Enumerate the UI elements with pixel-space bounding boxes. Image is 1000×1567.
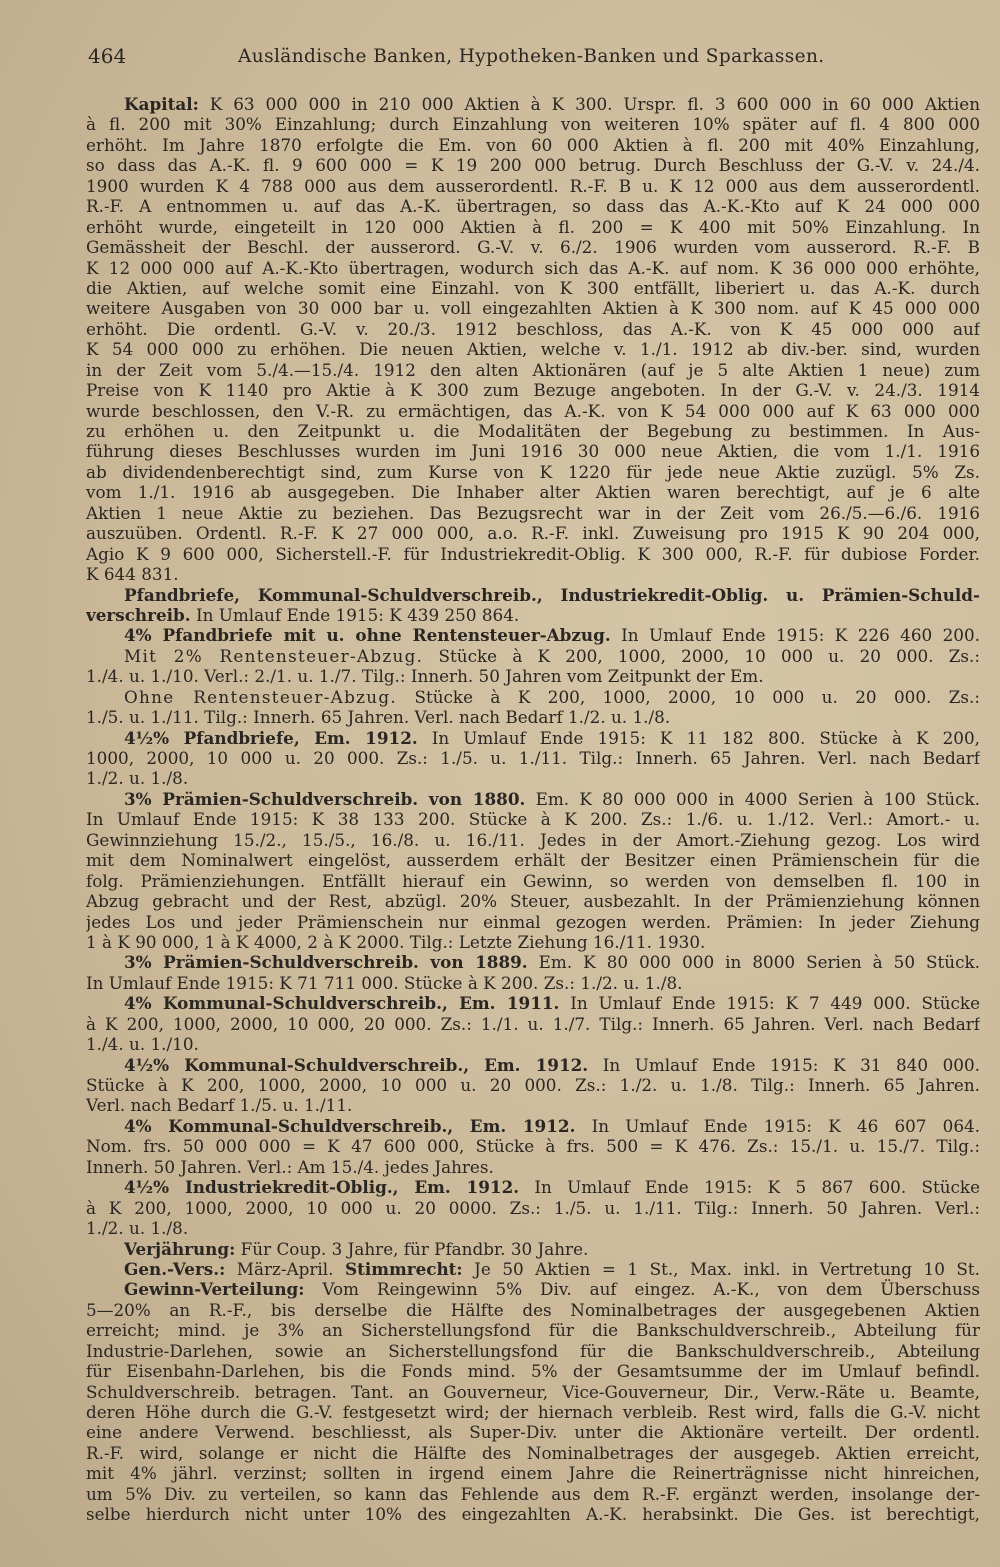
text-segment: In Umlauf Ende 1915: K 31 840 000. [588,1054,980,1075]
text-segment: zu erhöhen u. den Zeitpunkt u. die Modalitäten der Begebung zu bestimmen. In Aus- [86,421,980,441]
text-segment: auszuüben. Ordentl. R.-F. K 27 000 000, a.o. R.-F. inkl. Zuweisung pro 1915 K 90 204 000, [86,523,980,544]
text-line [86,1361,980,1381]
text-segment: Industrie-Darlehen, sowie an Sicherstellungsfond für die Bankschuldverschreib., Abteilung [86,1340,980,1361]
text-segment: 5—20% an R.-F., bis derselbe die Hälfte des Nominalbetrages der ausgegebenen Aktien [86,1299,980,1320]
bold-heading-text: 4% Pfandbriefe mit u. ohne Rentensteuer-Abzug. [124,625,611,646]
text-segment: 1./2. u. 1./8. [86,768,189,789]
text-line [86,1279,980,1299]
bold-heading-text: verschreib. [86,604,191,625]
text-segment: die Aktien, auf welche somit eine Einzahl. von K 300 entfällt, liberiert u. das A.-K. durch [86,277,980,298]
text-segment: Preise von K 1140 pro Aktie à K 300 zum Bezuge angeboten. In der G.-V. v. 24./3. 1914 [86,380,980,401]
text-segment: à fl. 200 mit 30% Einzahlung; durch Einzahlung von weiteren 10% später auf fl. 4 800 000 [86,114,980,135]
text-line [86,646,980,666]
text-segment: In Umlauf Ende 1915: K 38 133 200. Stücke à K 200. Zs.: 1./6. u. 1./12. Verl.: Amort.- u. [86,809,980,830]
text-line [86,768,980,788]
text-segment: so dass das A.-K. fl. 9 600 000 = K 19 200 000 betrug. Durch Beschluss der G.-V. v. 24./4. [86,155,980,176]
text-line [86,319,980,339]
text-line [86,1422,980,1442]
text-line [86,1463,980,1483]
bold-heading-text: 4½% Pfandbriefe, Em. 1912. [124,727,418,748]
text-line [86,1177,980,1197]
text-line [86,360,980,380]
text-line [86,380,980,400]
text-body [86,94,980,1525]
text-segment: Schuldverschreib. betragen. Tant. an Gouverneur, Vice-Gouverneur, Dir., Verw.-Räte u. Beamte, [86,1381,980,1402]
text-segment: Verl. nach Bedarf 1./5. u. 1./11. [86,1095,353,1116]
text-line [86,850,980,870]
text-segment: selbe hierdurch nicht unter 10% des eingezahlten A.-K. herabsinkt. Die Ges. ist berechtigt, [86,1504,980,1525]
text-line [86,871,980,891]
text-line [86,176,980,196]
text-line [86,421,980,441]
text-segment: In Umlauf Ende 1915: K 11 182 800. Stücke à K 200, [417,727,980,748]
text-line [86,1484,980,1504]
text-segment: ab dividendenberechtigt sind, zum Kurse von K 1220 für jede neue Aktie zuzügl. 5% Zs. [86,461,980,482]
text-line [86,789,980,809]
text-line [86,298,980,318]
page-header [88,44,968,74]
text-segment: weitere Ausgaben von 30 000 bar u. voll eingezahlten Aktien à K 300 nom. auf K 45 000 000 [86,298,980,319]
text-segment: erreicht; mind. je 3% an Sicherstellungsfond für die Bankschuldverschreib., Abteilung für [86,1320,980,1341]
text-line [86,237,980,257]
text-line [86,196,980,216]
text-line [86,1504,980,1524]
text-segment: In Umlauf Ende 1915: K 5 867 600. Stücke [519,1177,980,1198]
text-segment: in der Zeit vom 5./4.—15./4. 1912 den alten Aktionären (auf je 5 alte Aktien 1 neue) zum [86,359,980,380]
text-segment: deren Höhe durch die G.-V. festgesetzt wird; der hiernach verbleib. Rest wird, falls die G.-V. nicht [86,1402,980,1422]
text-line [86,625,980,645]
text-segment: jedes Los und jeder Prämienschein nur einmal gezogen werden. Prämien: In jeder Ziehung [86,911,980,932]
text-line [86,666,980,686]
text-line [86,401,980,421]
text-line [86,1382,980,1402]
text-segment: folg. Prämienziehungen. Entfällt hierauf ein Gewinn, so werden von demselben fl. 100 in [86,870,980,891]
text-line [86,687,980,707]
text-line [86,748,980,768]
text-line [86,339,980,359]
text-line [86,1136,980,1156]
bold-heading-text: Gen.-Vers.: [124,1258,226,1279]
text-segment: à K 200, 1000, 2000, 10 000 u. 20 0000. Zs.: 1./5. u. 1./11. Tilg.: Innerh. 50 Jahren. Verl.: [86,1197,980,1218]
text-segment: Stücke à K 200, 1000, 2000, 10 000 u. 20 000. Zs.: [397,686,980,707]
text-line [86,830,980,850]
text-line [86,155,980,175]
text-line [86,523,980,543]
text-line [86,114,980,134]
text-segment: K 63 000 000 in 210 000 Aktien à K 300. Urspr. fl. 3 600 000 in 60 000 Aktien [198,94,980,114]
text-line [86,1055,980,1075]
text-segment: K 54 000 000 zu erhöhen. Die neuen Aktien, welche v. 1./1. 1912 ab div.-ber. sind, wurden [86,339,980,360]
text-line [86,462,980,482]
text-line [86,1239,980,1259]
text-line [86,1198,980,1218]
text-segment: In Umlauf Ende 1915: K 439 250 864. [190,604,520,625]
text-segment: Abzug gebracht und der Rest, abzügl. 20% Steuer, ausbezahlt. In der Prämienziehung können [86,891,980,912]
text-line [86,891,980,911]
text-line [86,1259,980,1279]
text-line [86,94,980,114]
text-line [86,585,980,605]
running-title: Ausländische Banken, Hypotheken-Banken und Sparkassen. [238,46,825,67]
text-segment: Stücke à K 200, 1000, 2000, 10 000 u. 20 000. Zs.: [423,645,980,666]
text-segment: erhöht wurde, eingeteilt in 120 000 Aktien à fl. 200 = K 400 mit 50% Einzahlung. In [86,216,980,237]
text-line [86,1443,980,1463]
text-segment: März-April. [225,1258,345,1279]
page-number: 464 [88,44,127,68]
text-segment: mit 4% jährl. verzinst; sollten in irgend einem Jahre die Reinerträgnisse nicht hinreichen, [86,1463,980,1484]
text-segment: à K 200, 1000, 2000, 10 000, 20 000. Zs.: 1./1. u. 1./7. Tilg.: Innerh. 65 Jahren. Verl. nach Bedarf [86,1013,980,1034]
bold-heading-text: 4½% Industriekredit-Oblig., Em. 1912. [124,1177,520,1198]
text-segment: wurde beschlossen, den V.-R. zu ermächtigen, das A.-K. von K 54 000 000 auf K 63 000 000 [86,400,980,421]
text-segment: R.-F. A entnommen u. auf das A.-K. übertragen, so dass das A.-K.-Kto auf K 24 000 000 [86,196,980,217]
bold-heading-text: 4% Kommunal-Schuldverschreib., Em. 1911. [124,993,560,1014]
text-segment: K 644 831. [86,564,179,585]
text-segment: Ohne Rentensteuer-Abzug. [124,686,398,707]
text-segment: Mit 2% Rentensteuer-Abzug. [124,645,424,666]
text-line [86,952,980,972]
text-line [86,605,980,625]
text-segment: 1./5. u. 1./11. Tilg.: Innerh. 65 Jahren. Verl. nach Bedarf 1./2. u. 1./8. [86,707,671,728]
bold-heading-text: 3% Prämien-Schuldverschreib. von 1880. [124,788,526,809]
text-segment: K 12 000 000 auf A.-K.-Kto übertragen, wodurch sich das A.-K. auf nom. K 36 000 000 erhöhte, [86,257,980,278]
bold-heading-text: Gewinn-Verteilung: [124,1279,305,1300]
bold-heading-text: 4% Kommunal-Schuldverschreib., Em. 1912. [124,1115,576,1136]
text-line [86,809,980,829]
text-segment: vom 1./1. 1916 ab ausgegeben. Die Inhaber alter Aktien waren berechtigt, auf je 6 alte [86,482,980,503]
text-line [86,1014,980,1034]
bold-heading-text: 4½% Kommunal-Schuldverschreib., Em. 1912. [124,1054,589,1075]
text-segment: für Eisenbahn-Darlehen, bis die Fonds mind. 5% der Gesamtsumme der im Umlauf befindl. [86,1361,980,1382]
text-segment: 1./2. u. 1./8. [86,1218,189,1239]
bold-heading-text: Verjährung: [124,1238,236,1259]
text-segment: In Umlauf Ende 1915: K 46 607 064. [575,1115,980,1136]
text-line [86,1320,980,1340]
text-segment: Je 50 Aktien = 1 St., Max. inkl. in Vertretung 10 St. [462,1258,980,1279]
text-line [86,441,980,461]
text-segment: erhöht. Die ordentl. G.-V. v. 20./3. 1912 beschloss, das A.-K. von K 45 000 000 auf [86,318,980,339]
text-segment: Aktien 1 neue Aktie zu beziehen. Das Bezugsrecht war in der Zeit vom 26./5.—6./6. 1916 [86,502,980,523]
bold-heading-text: Stimmrecht: [344,1258,463,1279]
text-line [86,1116,980,1136]
text-line [86,503,980,523]
text-segment: Vom Reingewinn 5% Div. auf eingez. A.-K., von dem Überschuss [304,1279,980,1300]
text-line [86,912,980,932]
text-line [86,1218,980,1238]
text-segment: Agio K 9 600 000, Sicherstell.-F. für Industriekredit-Oblig. K 300 000, R.-F. für dubiose Forder. [86,543,980,564]
text-line [86,564,980,584]
bold-heading-text: 3% Prämien-Schuldverschreib. von 1889. [124,952,528,973]
text-line [86,544,980,564]
bold-heading-text: Kapital: [124,94,199,114]
text-line [86,973,980,993]
text-segment: Nom. frs. 50 000 000 = K 47 600 000, Stücke à frs. 500 = K 476. Zs.: 15./1. u. 15./7. Tilg.: [86,1136,980,1157]
text-line [86,1300,980,1320]
text-segment: Gemässheit der Beschl. der ausserord. G.-V. v. 6./2. 1906 wurden vom ausserord. R.-F. B [86,237,980,258]
text-line [86,482,980,502]
text-segment: führung dieses Beschlusses wurden im Juni 1916 30 000 neue Aktien, die vom 1./1. 1916 [86,441,980,462]
text-segment: eine andere Verwend. beschliesst, als Super-Div. unter die Aktionäre verteilt. Der ordentl. [86,1422,980,1443]
text-line [86,1157,980,1177]
text-line [86,1341,980,1361]
text-segment: mit dem Nominalwert eingelöst, ausserdem erhält der Besitzer einen Prämienschein für die [86,850,980,871]
text-segment: 1./4. u. 1./10. [86,1034,199,1055]
text-segment: Em. K 80 000 000 in 4000 Serien à 100 Stück. [525,788,980,809]
text-segment: In Umlauf Ende 1915: K 7 449 000. Stücke [559,993,980,1014]
text-line [86,258,980,278]
text-line [86,1075,980,1095]
text-segment: In Umlauf Ende 1915: K 226 460 200. [610,625,980,646]
text-line [86,1095,980,1115]
text-segment: R.-F. wird, solange er nicht die Hälfte des Nominalbetrages der ausgegeb. Aktien erreicht, [86,1442,980,1463]
text-line [86,993,980,1013]
text-line [86,932,980,952]
text-segment: erhöht. Im Jahre 1870 erfolgte die Em. von 60 000 Aktien à fl. 200 mit 40% Einzahlung, [86,134,980,155]
text-segment: 1000, 2000, 10 000 u. 20 000. Zs.: 1./5. u. 1./11. Tilg.: Innerh. 65 Jahren. Verl. nach Bedarf [86,748,980,768]
text-segment: Für Coup. 3 Jahre, für Pfandbr. 30 Jahre. [235,1238,589,1259]
bold-heading-text: Pfandbriefe, Kommunal-Schuldverschreib., Industriekredit-Oblig. u. Prämien-Schuld- [124,584,980,605]
text-line [86,1402,980,1422]
text-line [86,1034,980,1054]
text-segment: um 5% Div. zu verteilen, so kann das Fehlende aus dem R.-F. ergänzt werden, insolange der- [86,1483,980,1504]
text-line [86,728,980,748]
text-line [86,135,980,155]
text-segment: Innerh. 50 Jahren. Verl.: Am 15./4. jedes Jahres. [86,1156,494,1177]
text-segment: 1900 wurden K 4 788 000 aus dem ausserordentl. R.-F. B u. K 12 000 aus dem ausserordentl. [86,175,980,196]
text-line [86,217,980,237]
text-segment: In Umlauf Ende 1915: K 71 711 000. Stücke à K 200. Zs.: 1./2. u. 1./8. [86,972,683,993]
text-segment: Stücke à K 200, 1000, 2000, 10 000 u. 20 000. Zs.: 1./2. u. 1./8. Tilg.: Innerh. 65 Jahren. [86,1075,980,1095]
text-line [86,707,980,727]
text-line [86,278,980,298]
text-segment: Em. K 80 000 000 in 8000 Serien à 50 Stück. [527,952,980,973]
text-segment: 1 à K 90 000, 1 à K 4000, 2 à K 2000. Tilg.: Letzte Ziehung 16./11. 1930. [86,931,706,952]
text-segment: 1./4. u. 1./10. Verl.: 2./1. u. 1./7. Tilg.: Innerh. 50 Jahren vom Zeitpunkt der Em. [86,666,764,687]
text-segment: Gewinnziehung 15./2., 15./5., 16./8. u. 16./11. Jedes in der Amort.-Ziehung gezog. Los wird [86,829,980,850]
